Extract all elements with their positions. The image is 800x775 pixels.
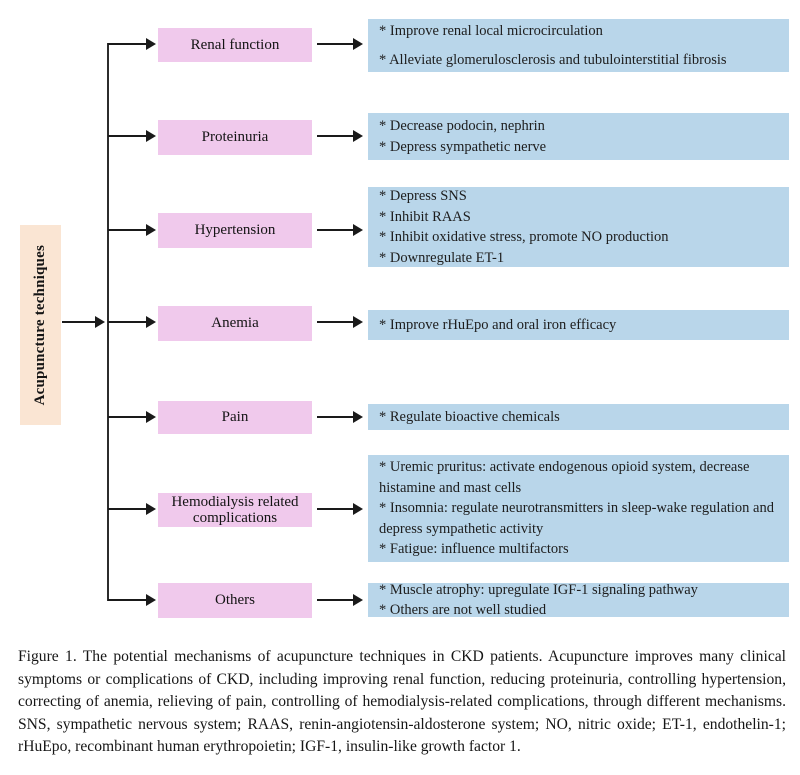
- category-label: Others: [215, 592, 255, 609]
- mechanism-bullet: * Depress sympathetic nerve: [379, 138, 547, 155]
- row-arrow-others: [317, 599, 353, 601]
- main-arrow: [62, 321, 95, 323]
- mechanism-box-anemia: [368, 310, 789, 340]
- branch-arrow-hemodialysis-complications: [108, 508, 146, 510]
- category-box-hemodialysis-complications: [158, 493, 312, 527]
- category-box-anemia: [158, 306, 312, 341]
- branch-arrow-proteinuria: [108, 135, 146, 137]
- row-arrow-anemia: [317, 321, 353, 323]
- mechanism-box-hypertension: [368, 187, 789, 267]
- mechanism-bullet: * Insomnia: regulate neurotransmitters in sleep-wake regulation and depress sympathetic activity: [379, 500, 774, 537]
- row-arrow-pain: [317, 416, 353, 418]
- category-box-renal-function: [158, 28, 312, 62]
- category-box-proteinuria: [158, 120, 312, 155]
- row-arrow-hemodialysis-complications: [317, 508, 353, 510]
- mechanism-bullet: * Downregulate ET-1: [379, 249, 505, 266]
- category-box-others: [158, 583, 312, 618]
- mechanism-bullet: * Inhibit RAAS: [379, 208, 471, 225]
- category-label: Hypertension: [194, 222, 276, 239]
- category-label: Renal function: [190, 36, 280, 53]
- source-box-label: Acupuncture techniques: [32, 244, 48, 406]
- mechanism-bullet: * Depress SNS: [379, 188, 467, 204]
- mechanism-box-proteinuria: [368, 113, 789, 160]
- branch-arrow-pain: [108, 416, 146, 418]
- mechanism-bullet: * Improve renal local microcirculation: [379, 23, 603, 39]
- mechanism-bullet: * Muscle atrophy: upregulate IGF-1 signaling pathway: [379, 581, 698, 598]
- category-box-hypertension: [158, 213, 312, 248]
- branch-arrow-renal-function: [108, 43, 146, 45]
- category-label: Pain: [221, 409, 249, 426]
- mechanism-bullet: * Fatigue: influence multifactors: [379, 541, 569, 558]
- mechanism-bullet: * Others are not well studied: [379, 602, 547, 618]
- branch-arrow-others: [108, 599, 146, 601]
- mechanism-bullet: * Inhibit oxidative stress, promote NO production: [379, 229, 669, 245]
- mechanism-box-others: [368, 583, 789, 617]
- branch-arrow-anemia: [108, 321, 146, 323]
- category-box-pain: [158, 401, 312, 434]
- category-label: Hemodialysis related complications: [171, 493, 299, 526]
- mechanism-box-hemodialysis-complications: [368, 455, 789, 562]
- category-label: Proteinuria: [201, 129, 269, 146]
- row-arrow-hypertension: [317, 229, 353, 231]
- mechanism-box-renal-function: [368, 19, 789, 72]
- row-arrow-proteinuria: [317, 135, 353, 137]
- mechanism-bullet: * Uremic pruritus: activate endogenous opioid system, decrease histamine and mast cells: [379, 459, 750, 496]
- mechanism-box-pain: [368, 404, 789, 430]
- category-label: Anemia: [211, 315, 259, 332]
- mechanism-bullet: * Regulate bioactive chemicals: [379, 408, 560, 425]
- branch-arrow-hypertension: [108, 229, 146, 231]
- row-arrow-renal-function: [317, 43, 353, 45]
- mechanism-bullet: * Decrease podocin, nephrin: [379, 118, 545, 134]
- mechanism-bullet: * Improve rHuEpo and oral iron efficacy: [379, 316, 617, 333]
- figure-caption: Figure 1. The potential mechanisms of acupuncture techniques in CKD patients. Acupuncture improves many clinical symptoms or complications of CKD, including improving renal function, reducing proteinuria, controlling hypertension, correcting of anemia, relieving of pain, controlling of hemodialysis-related complications, through different mechanisms. SNS, sympathetic nervous system; RAAS, renin-angiotensin-aldosterone system; NO, nitric oxide; ET-1, endothelin-1; rHuEpo, recombinant human erythropoietin; IGF-1, insulin-like growth factor 1.: [18, 648, 786, 756]
- source-box-acupuncture-techniques: [20, 225, 61, 425]
- mechanism-bullet: * Alleviate glomerulosclerosis and tubulointerstitial fibrosis: [379, 51, 727, 68]
